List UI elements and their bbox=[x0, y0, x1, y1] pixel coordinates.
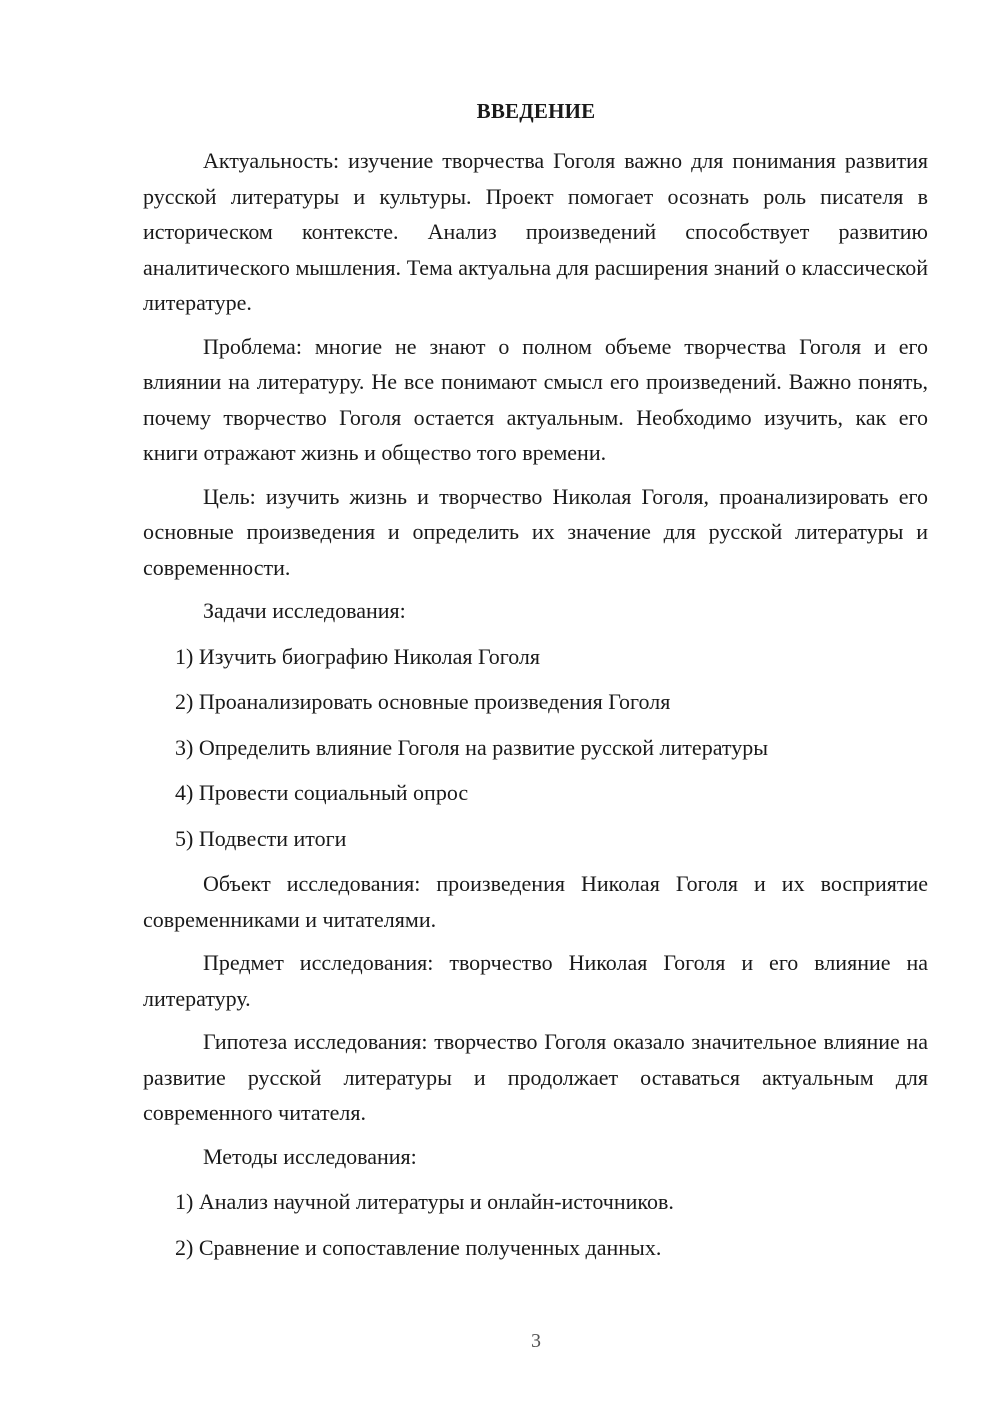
hypothesis-paragraph: Гипотеза исследования: творчество Гоголя оказало значительное влияние на развитие русской литературы и продолжает оставаться актуальным для современного читателя. bbox=[143, 1029, 928, 1125]
tasks-heading: Задачи исследования: bbox=[203, 598, 406, 623]
task-item: 1) Изучить биографию Николая Гоголя bbox=[175, 643, 541, 669]
page-number: 3 bbox=[531, 1330, 541, 1352]
task-item: 5) Подвести итоги bbox=[175, 825, 347, 851]
method-item: 2) Сравнение и сопоставление полученных данных. bbox=[175, 1234, 662, 1260]
task-item: 4) Провести социальный опрос bbox=[175, 780, 469, 805]
methods-heading: Методы исследования: bbox=[203, 1143, 417, 1169]
body-text bbox=[143, 143, 928, 1275]
goal-paragraph: Цель: изучить жизнь и творчество Николая Гоголя, проанализировать его основные произведения и определить их значение для русской литературы и современности. bbox=[143, 483, 928, 580]
page-title: ВВЕДЕНИЕ bbox=[476, 99, 596, 123]
subject-paragraph: Предмет исследования: творчество Николая Гоголя и его влияние на литературу. bbox=[143, 950, 928, 1011]
method-item: 1) Анализ научной литературы и онлайн-источников. bbox=[175, 1189, 674, 1214]
object-paragraph: Объект исследования: произведения Николая Гоголя и их восприятие современниками и читателями. bbox=[143, 871, 928, 932]
task-item: 2) Проанализировать основные произведения Гоголя bbox=[175, 689, 671, 714]
task-item: 3) Определить влияние Гоголя на развитие русской литературы bbox=[175, 734, 768, 760]
problem-paragraph: Проблема: многие не знают о полном объеме творчества Гоголя и его влиянии на литературу. Не все понимают смысл его произведений. Важно понять, почему творчество Гоголя остается актуальным. Необходимо изучить, как его книги отражают жизнь и общество того времени. bbox=[143, 333, 928, 465]
relevance-paragraph: Актуальность: изучение творчества Гоголя важно для понимания развития русской литературы и культуры. Проект помогает осознать роль писателя в историческом контексте. Анализ произведений способствует развитию аналитического мышления. Тема актуальна для расширения знаний о классической литературе. bbox=[143, 148, 928, 315]
